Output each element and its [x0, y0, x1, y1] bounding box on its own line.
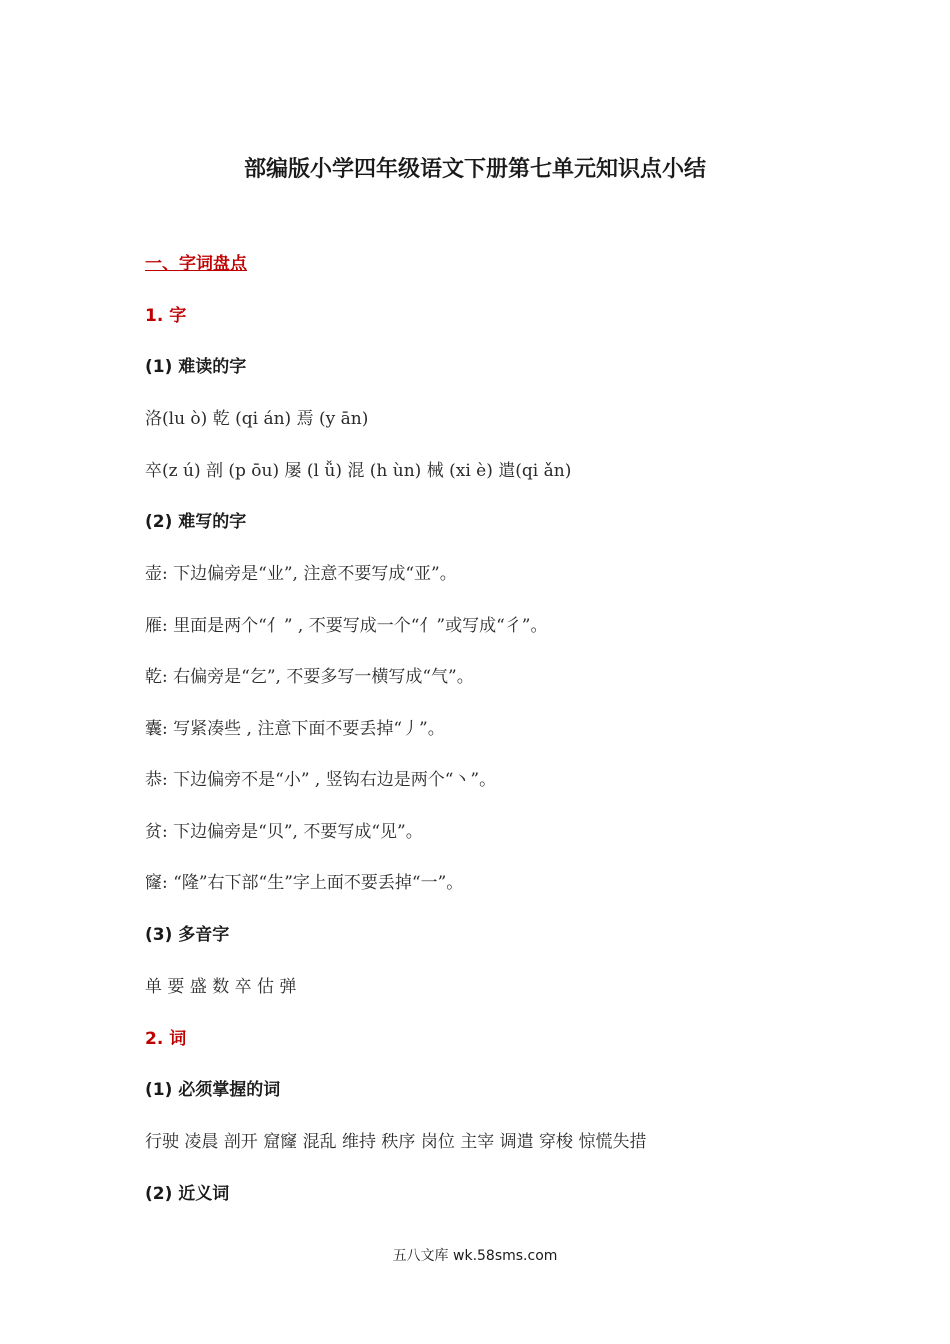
subheading-hard-to-read: (1) 难读的字 [145, 357, 247, 377]
subheading-must-master: (1) 必须掌握的词 [145, 1080, 281, 1100]
hard-to-write-line-2: 雁: 里面是两个“亻” , 不要写成一个“亻”或写成“彳”。 [145, 616, 548, 636]
hard-to-write-line-4: 囊: 写紧凑些 , 注意下面不要丢掉“丿”。 [145, 719, 445, 739]
subheading-hard-to-write: (2) 难写的字 [145, 512, 247, 532]
hard-to-write-line-1: 壶: 下边偏旁是“业”, 注意不要写成“亚”。 [145, 564, 457, 584]
subheading-ci: 2. 词 [145, 1029, 187, 1049]
subheading-zi: 1. 字 [145, 306, 187, 326]
hard-to-read-line-1: 洛(lu ò) 乾 (qi án) 焉 (y ān) [145, 409, 369, 429]
hard-to-read-line-2: 卒(z ú) 剖 (p ōu) 屡 (l ǚ) 混 (h ùn) 械 (xi è) 遣(qi ǎn) [145, 461, 572, 481]
subheading-synonyms: (2) 近义词 [145, 1184, 230, 1204]
subheading-polyphonic: (3) 多音字 [145, 925, 230, 945]
page-title: 部编版小学四年级语文下册第七单元知识点小结 [243, 157, 706, 182]
hard-to-write-line-6: 贫: 下边偏旁是“贝”, 不要写成“见”。 [145, 822, 423, 842]
polyphonic-line: 单 要 盛 数 卒 估 弹 [145, 977, 297, 997]
hard-to-write-line-3: 乾: 右偏旁是“乞”, 不要多写一横写成“气”。 [145, 667, 474, 687]
hard-to-write-line-5: 恭: 下边偏旁不是“小” , 竖钩右边是两个“丶”。 [145, 770, 497, 790]
hard-to-write-line-7: 窿: “隆”右下部“生”字上面不要丢掉“一”。 [145, 873, 464, 893]
must-master-line: 行驶 凌晨 剖开 窟窿 混乱 维持 秩序 岗位 主宰 调遣 穿梭 惊慌失措 [145, 1132, 647, 1152]
footer-watermark: 五八文库 wk.58sms.com [392, 1248, 558, 1264]
section-heading-zici: 一、字词盘点 [145, 254, 247, 274]
